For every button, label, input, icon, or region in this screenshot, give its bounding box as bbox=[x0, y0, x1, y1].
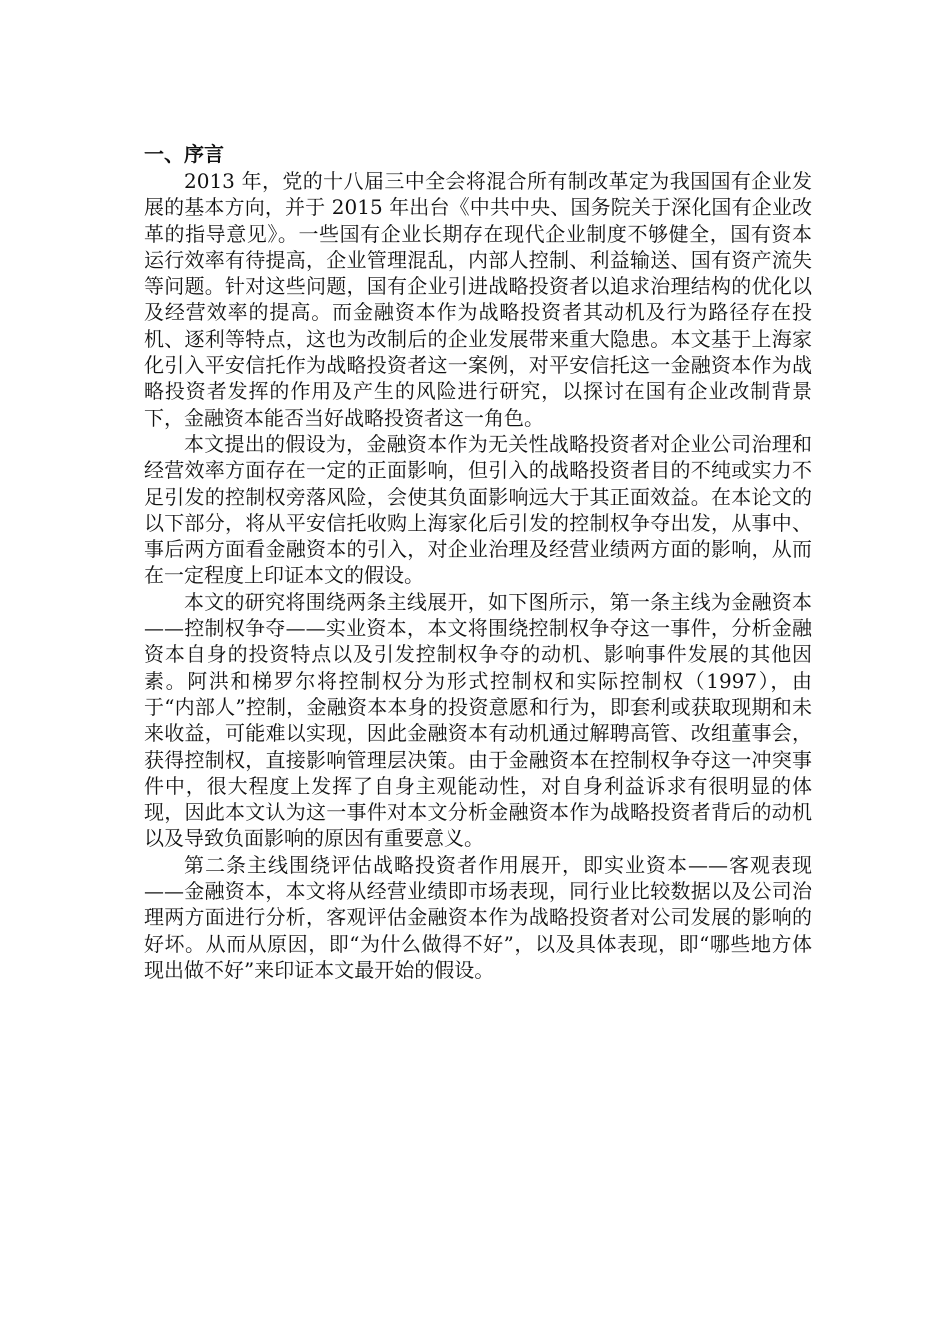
paragraph-4: 第二条主线围绕评估战略投资者作用展开，即实业资本——客观表现——金融资本，本文将从经营业绩即市场表现，同行业比较数据以及公司治理两方面进行分析，客观评估金融资本作为战略投资者对公司发展的影响的好坏。从而从原因，即“为什么做得不好”，以及具体表现，即“哪些地方体现出做不好”来印证本文最开始的假设。 bbox=[144, 852, 812, 982]
document-body bbox=[144, 140, 812, 983]
paragraph-1: 2013 年，党的十八届三中全会将混合所有制改革定为我国国有企业发展的基本方向，并于 2015 年出台《中共中央、国务院关于深化国有企业改革的指导意见》。一些国有企业长期存在现代企业制度不够健全，国有资本运行效率有待提高，企业管理混乱，内部人控制、利益输送、国有资产流失等问题。针对这些问题，国有企业引进战略投资者以追求治理结构的优化以及经营效率的提高。而金融资本作为战略投资者其动机及行为路径存在投机、逐利等特点，这也为改制后的企业发展带来重大隐患。本文基于上海家化引入平安信托作为战略投资者这一案例，对平安信托这一金融资本作为战略投资者发挥的作用及产生的风险进行研究，以探讨在国有企业改制背景下，金融资本能否当好战略投资者这一角色。 bbox=[144, 169, 812, 430]
section-heading: 一、序言 bbox=[144, 142, 224, 166]
paragraph-2: 本文提出的假设为，金融资本作为无关性战略投资者对企业公司治理和经营效率方面存在一定的正面影响，但引入的战略投资者目的不纯或实力不足引发的控制权旁落风险，会使其负面影响远大于其正面效益。在本论文的以下部分，将从平安信托收购上海家化后引发的控制权争夺出发，从事中、事后两方面看金融资本的引入，对企业治理及经营业绩两方面的影响，从而在一定程度上印证本文的假设。 bbox=[144, 431, 812, 588]
paragraph-3: 本文的研究将围绕两条主线展开，如下图所示，第一条主线为金融资本——控制权争夺——实业资本，本文将围绕控制权争夺这一事件，分析金融资本自身的投资特点以及引发控制权争夺的动机、影响事件发展的其他因素。阿洪和梯罗尔将控制权分为形式控制权和实际控制权（1997），由于“内部人”控制，金融资本本身的投资意愿和行为，即套利或获取现期和未来收益，可能难以实现，因此金融资本有动机通过解聘高管、改组董事会，获得控制权，直接影响管理层决策。由于金融资本在控制权争夺这一冲突事件中，很大程度上发挥了自身主观能动性，对自身利益诉求有很明显的体现，因此本文认为这一事件对本文分析金融资本作为战略投资者背后的动机以及导致负面影响的原因有重要意义。 bbox=[144, 589, 812, 851]
